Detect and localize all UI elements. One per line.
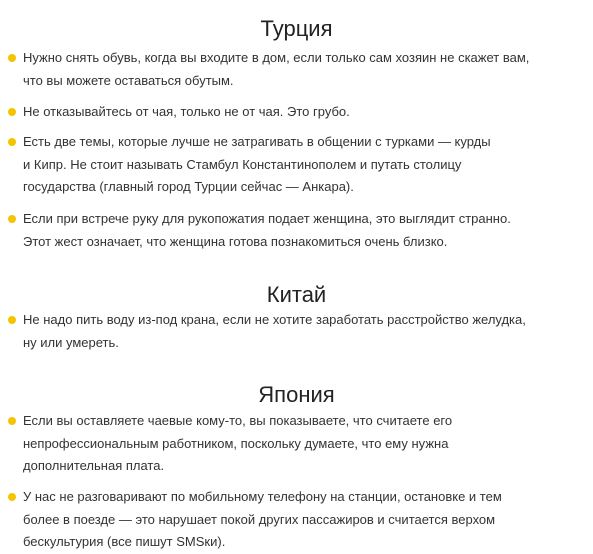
bullet-icon [8, 417, 16, 425]
bullet-icon [8, 138, 16, 146]
bullet-icon [8, 493, 16, 501]
list-item-text: У нас не разговаривают по мобильному телефону на станции, остановке и тем более в поезде — это нарушает покой других пассажиров и считается верхом бескультурия (все пишут SMSки). [23, 489, 502, 549]
section-title-turkey: Турция [260, 16, 333, 41]
list-item-text: Не надо пить воду из-под крана, если не хотите заработать расстройство желудка, ну или умереть. [23, 312, 526, 350]
list-item-text: Если вы оставляете чаевые кому-то, вы показываете, что считаете его непрофессиональным работником, поскольку думаете, что ему нужна дополнительная плата. [23, 413, 453, 473]
list-item-text: Нужно снять обувь, когда вы входите в дом, если только сам хозяин не скажет вам, что вы можете оставаться обутым. [23, 50, 530, 88]
bullet-icon [8, 215, 16, 223]
list-item-text: Если при встрече руку для рукопожатия подает женщина, это выглядит странно. Этот жест означает, что женщина готова познакомиться очень близко. [23, 211, 511, 249]
list-item-text: Есть две темы, которые лучше не затрагивать в общении с турками — курды и Кипр. Не стоит называть Стамбул Константинополем и путать столицу государства (главный город Турции сейчас — Анкара). [23, 134, 491, 194]
list-item-text: Не отказывайтесь от чая, только не от чая. Это грубо. [23, 104, 350, 119]
section-title-china: Китай [266, 282, 327, 307]
bullet-icon [8, 108, 16, 116]
bullet-icon [8, 316, 16, 324]
section-title-japan: Япония [258, 382, 335, 407]
bullet-icon [8, 54, 16, 62]
